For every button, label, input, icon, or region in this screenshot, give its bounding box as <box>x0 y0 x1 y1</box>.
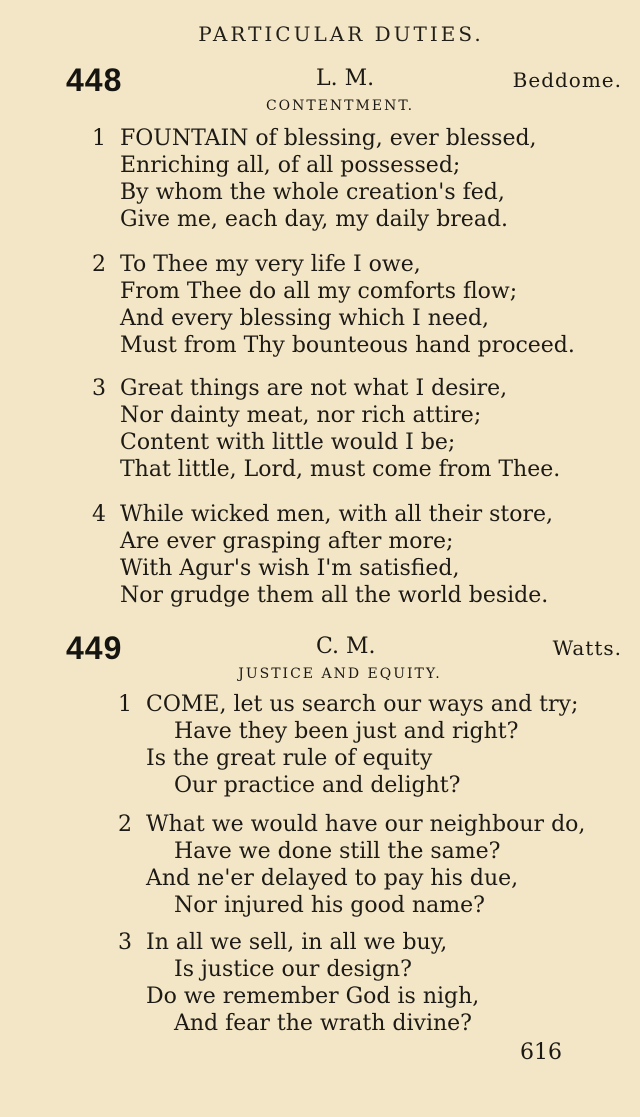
verse-line: COME, let us search our ways and try; <box>146 692 579 717</box>
verse-line: That little, Lord, must come from Thee. <box>120 457 561 482</box>
verse-number: 3 <box>118 930 132 955</box>
verse-line: Enriching all, of all possessed; <box>120 153 461 178</box>
verse-line: Are ever grasping after more; <box>120 529 454 554</box>
verse-line: With Agur's wish I'm satisfied, <box>120 556 460 581</box>
verse-line: While wicked men, with all their store, <box>120 502 554 527</box>
verse-line: From Thee do all my comforts flow; <box>120 279 518 304</box>
verse-line: Our practice and delight? <box>174 773 461 798</box>
verse-line: And fear the wrath divine? <box>174 1011 472 1036</box>
verse-line: To Thee my very life I owe, <box>120 252 421 277</box>
verse-line: By whom the whole creation's fed, <box>120 180 505 205</box>
page-number: 616 <box>520 1040 562 1065</box>
verse-line: And every blessing which I need, <box>120 306 490 331</box>
hymn-meter: C. M. <box>316 634 376 659</box>
hymn-subject: CONTENTMENT. <box>265 98 415 114</box>
verse-line: Is justice our design? <box>174 957 412 982</box>
hymn-author: Watts. <box>552 636 622 660</box>
verse-line: What we would have our neighbour do, <box>146 812 586 837</box>
verse-line: Great things are not what I desire, <box>120 376 508 401</box>
verse-line: Must from Thy bounteous hand proceed. <box>120 333 575 358</box>
verse-line: Do we remember God is nigh, <box>146 984 480 1009</box>
hymn-meter: L. M. <box>316 66 375 91</box>
hymn-448-header <box>0 62 640 96</box>
verse-number: 3 <box>92 376 106 401</box>
hymn-number: 449 <box>66 630 123 666</box>
verse-line: Nor dainty meat, nor rich attire; <box>120 403 482 428</box>
verse-line: Have we done still the same? <box>174 839 501 864</box>
hymn-author: Beddome. <box>512 68 622 92</box>
verse-line: Nor grudge them all the world beside. <box>120 583 549 608</box>
verse-line: Nor injured his good name? <box>174 893 485 918</box>
hymn-number: 448 <box>66 62 123 98</box>
verse-line: Content with little would I be; <box>120 430 456 455</box>
verse-number: 4 <box>92 502 106 527</box>
verse-number: 1 <box>118 692 132 717</box>
hymn-subject: JUSTICE AND EQUITY. <box>238 666 442 682</box>
verse-line: FOUNTAIN of blessing, ever blessed, <box>120 126 537 151</box>
verse-number: 2 <box>118 812 132 837</box>
hymn-449-header <box>0 630 640 664</box>
verse-line: And ne'er delayed to pay his due, <box>146 866 519 891</box>
verse-line: Give me, each day, my daily bread. <box>120 207 509 232</box>
verse-line: Have they been just and right? <box>174 719 519 744</box>
running-head: PARTICULAR DUTIES. <box>198 22 484 46</box>
verse-number: 1 <box>92 126 106 151</box>
verse-number: 2 <box>92 252 106 277</box>
verse-line: In all we sell, in all we buy, <box>146 930 448 955</box>
verse-line: Is the great rule of equity <box>146 746 433 771</box>
